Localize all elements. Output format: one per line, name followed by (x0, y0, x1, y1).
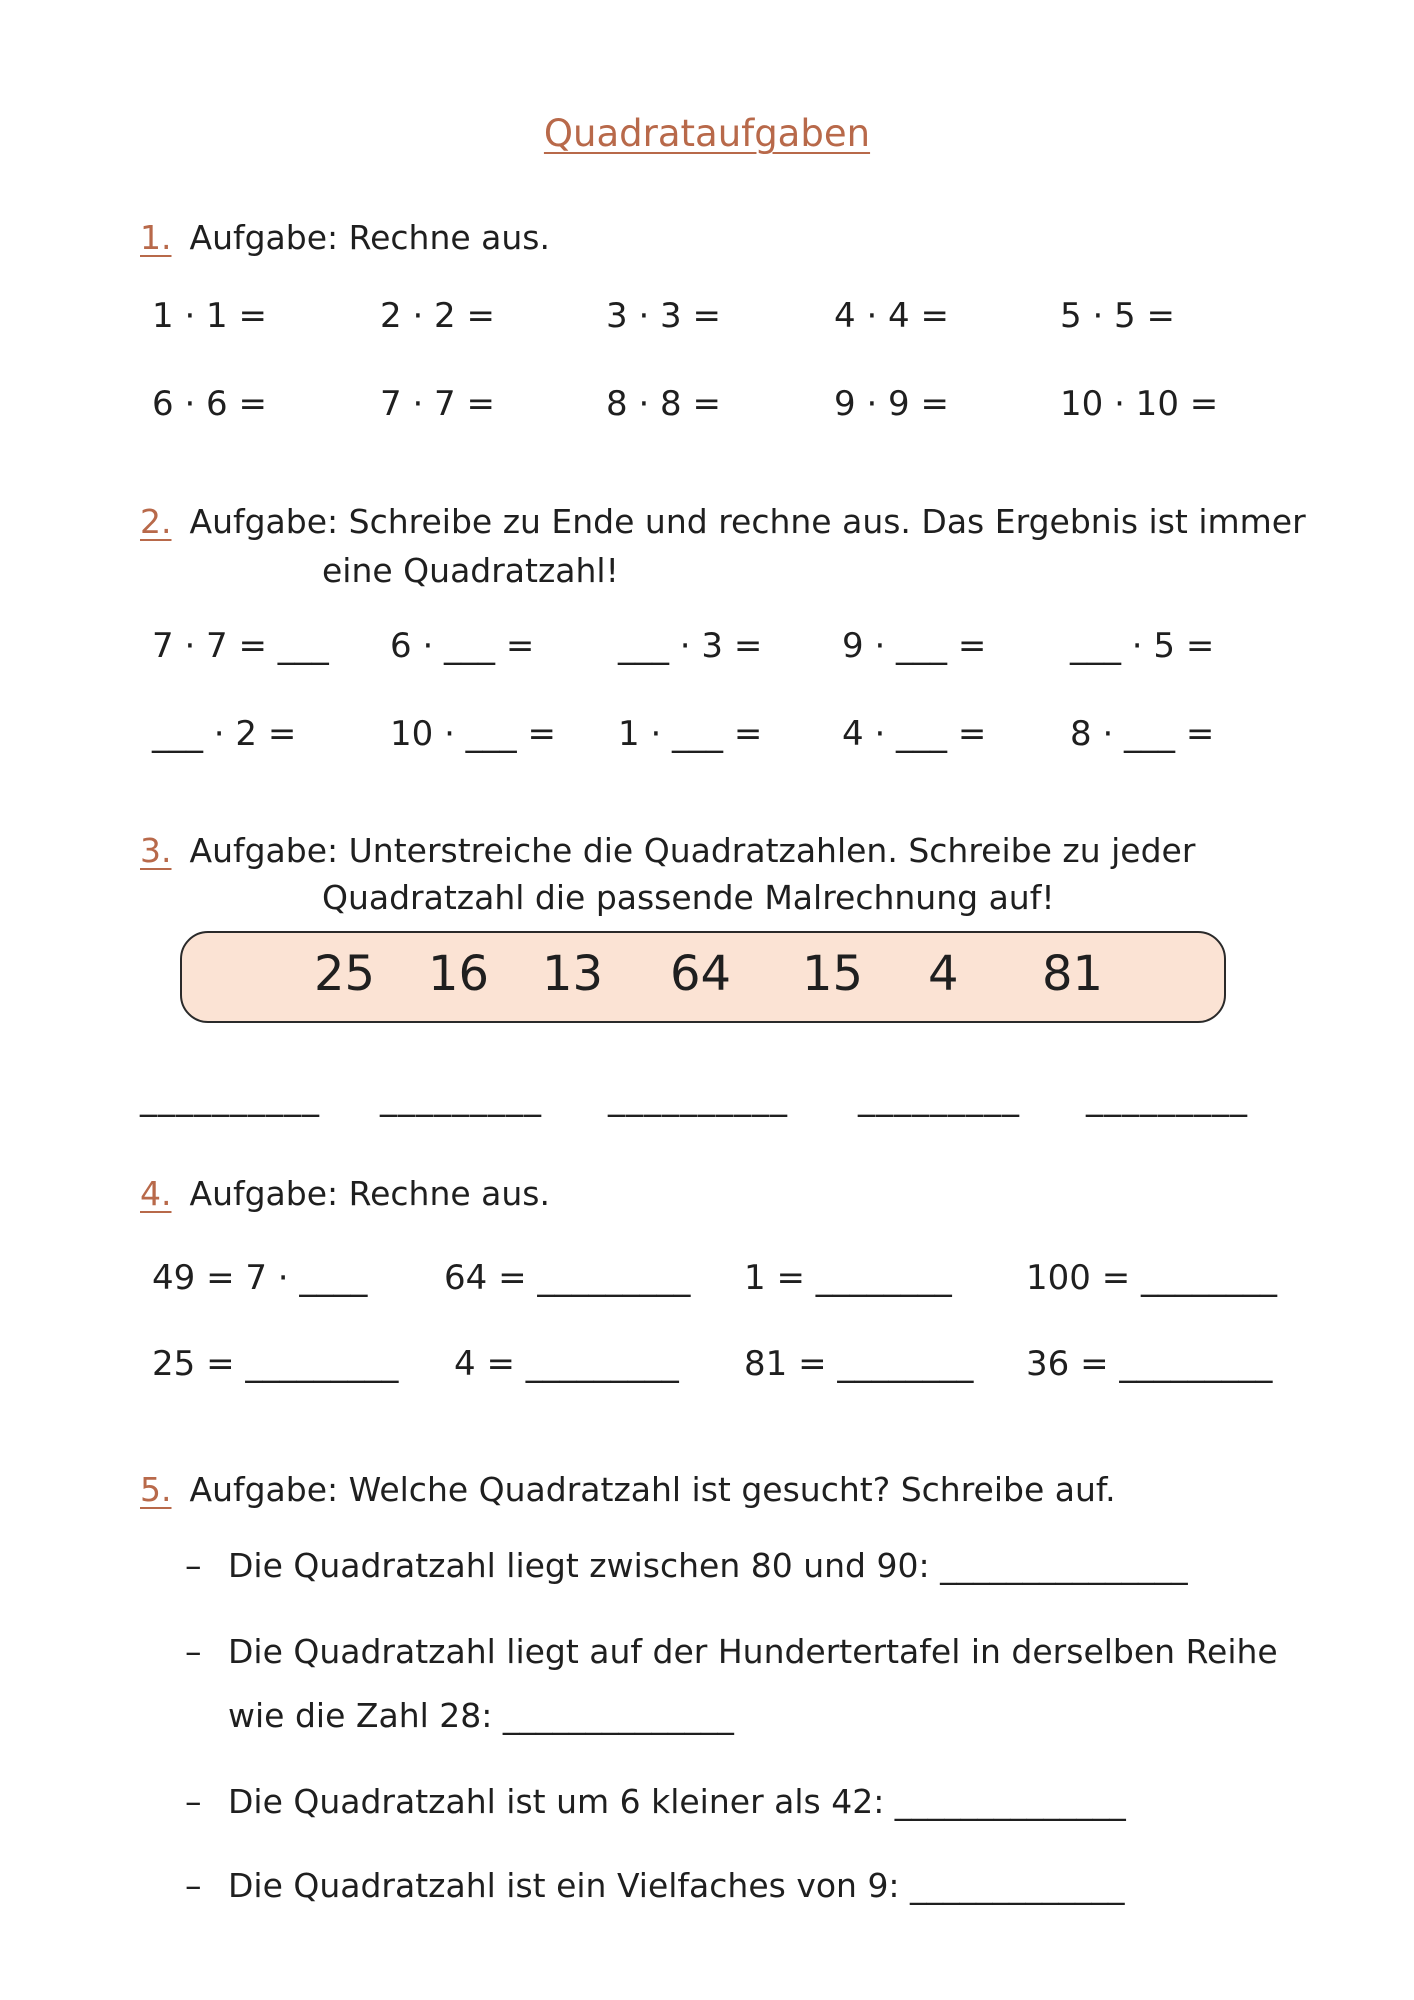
task-number: 4. (140, 1174, 172, 1213)
equation: ___ · 3 = (618, 626, 763, 666)
list-item-cont: wie die Zahl 28: ______________ (228, 1696, 734, 1735)
equation: 9 · ___ = (842, 626, 987, 666)
equation: 2 · 2 = (380, 296, 495, 336)
task-label: Aufgabe: Rechne aus. (189, 218, 550, 257)
task-label: Aufgabe: Schreibe zu Ende und rechne aus. Das Ergebnis ist immer (189, 502, 1306, 541)
square-candidate: 81 (1042, 946, 1104, 1002)
equation: 1 · 1 = (152, 296, 267, 336)
task-2-heading-cont: eine Quadratzahl! (322, 551, 619, 590)
answer-blank: __________ (608, 1078, 788, 1118)
equation: 1 · ___ = (618, 714, 763, 754)
equation: 10 · ___ = (390, 714, 556, 754)
list-dash: – (185, 1632, 202, 1671)
task-3-heading (140, 831, 1195, 870)
list-item: Die Quadratzahl ist ein Vielfaches von 9: _____________ (228, 1866, 1125, 1905)
equation: 49 = 7 · ____ (152, 1258, 368, 1298)
answer-blank: _________ (858, 1078, 1020, 1118)
list-item: Die Quadratzahl liegt zwischen 80 und 90: _______________ (228, 1546, 1188, 1585)
task-number: 3. (140, 831, 172, 870)
task-number: 5. (140, 1470, 172, 1509)
page-title: Quadrataufgaben (543, 112, 871, 155)
equation: 6 · ___ = (390, 626, 535, 666)
equation: 7 · 7 = (380, 384, 495, 424)
list-item: Die Quadratzahl liegt auf der Hundertertafel in derselben Reihe (228, 1632, 1278, 1671)
equation: 8 · ___ = (1070, 714, 1215, 754)
task-3-heading-cont: Quadratzahl die passende Malrechnung auf! (322, 878, 1055, 917)
equation: 7 · 7 = ___ (152, 626, 329, 666)
square-candidate: 25 (314, 946, 376, 1002)
equation: 5 · 5 = (1060, 296, 1175, 336)
equation: 36 = _________ (1026, 1344, 1273, 1384)
equation: 8 · 8 = (606, 384, 721, 424)
list-dash: – (185, 1866, 202, 1905)
equation: 81 = ________ (744, 1344, 974, 1384)
task-label: Aufgabe: Unterstreiche die Quadratzahlen. Schreibe zu jeder (189, 831, 1196, 870)
list-dash: – (185, 1782, 202, 1821)
task-1-heading (140, 218, 550, 257)
square-candidate: 4 (928, 946, 959, 1002)
task-5-heading (140, 1470, 1116, 1509)
equation: ___ · 2 = (152, 714, 297, 754)
square-candidate: 16 (428, 946, 490, 1002)
equation: 10 · 10 = (1060, 384, 1219, 424)
list-item: Die Quadratzahl ist um 6 kleiner als 42: ______________ (228, 1782, 1126, 1821)
equation: 25 = _________ (152, 1344, 399, 1384)
answer-blank: __________ (140, 1078, 320, 1118)
task-number: 1. (140, 218, 172, 257)
task-label: Aufgabe: Rechne aus. (189, 1174, 550, 1213)
equation: 3 · 3 = (606, 296, 721, 336)
equation: 1 = ________ (744, 1258, 952, 1298)
square-candidate: 15 (802, 946, 864, 1002)
equation: ___ · 5 = (1070, 626, 1215, 666)
equation: 100 = ________ (1026, 1258, 1277, 1298)
equation: 4 = _________ (454, 1344, 679, 1384)
equation: 64 = _________ (444, 1258, 691, 1298)
answer-blank: _________ (380, 1078, 542, 1118)
task-4-heading (140, 1174, 550, 1213)
task-label: Aufgabe: Welche Quadratzahl ist gesucht? Schreibe auf. (189, 1470, 1116, 1509)
task-2-heading (140, 502, 1306, 541)
equation: 6 · 6 = (152, 384, 267, 424)
list-dash: – (185, 1546, 202, 1585)
square-candidate: 64 (670, 946, 732, 1002)
equation: 4 · ___ = (842, 714, 987, 754)
equation: 9 · 9 = (834, 384, 949, 424)
task-number: 2. (140, 502, 172, 541)
square-candidate: 13 (542, 946, 604, 1002)
equation: 4 · 4 = (834, 296, 949, 336)
answer-blank: _________ (1086, 1078, 1248, 1118)
